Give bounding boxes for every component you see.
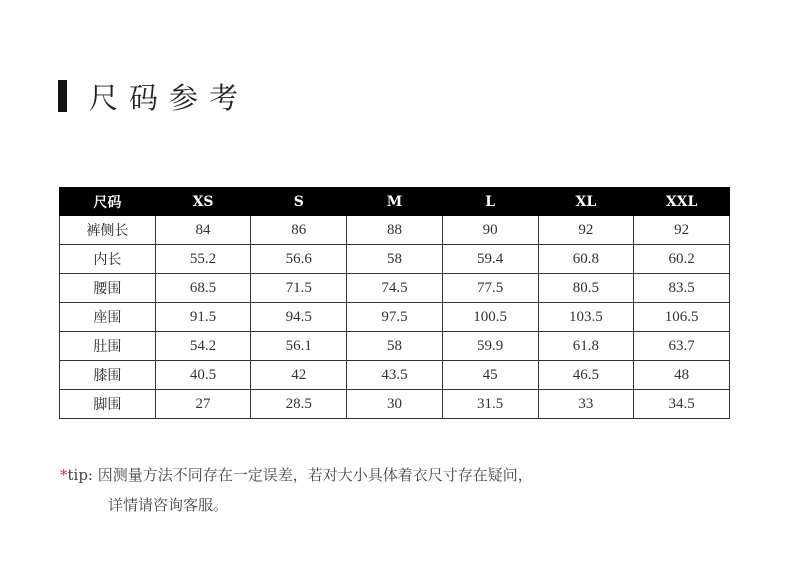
title-accent-bar bbox=[58, 80, 67, 112]
header-cell-xxl: XXL bbox=[634, 188, 730, 216]
table-row bbox=[60, 303, 730, 332]
table-cell: 92 bbox=[634, 216, 730, 245]
table-cell: 92 bbox=[538, 216, 634, 245]
row-label: 脚围 bbox=[60, 390, 156, 419]
table-cell: 103.5 bbox=[538, 303, 634, 332]
table-row bbox=[60, 274, 730, 303]
table-cell: 28.5 bbox=[251, 390, 347, 419]
table-cell: 94.5 bbox=[251, 303, 347, 332]
table-cell: 59.4 bbox=[442, 245, 538, 274]
table-cell: 86 bbox=[251, 216, 347, 245]
table-cell: 90 bbox=[442, 216, 538, 245]
table-cell: 58 bbox=[347, 332, 443, 361]
table-cell: 33 bbox=[538, 390, 634, 419]
table-cell: 59.9 bbox=[442, 332, 538, 361]
row-label: 座围 bbox=[60, 303, 156, 332]
table-cell: 27 bbox=[155, 390, 251, 419]
table-cell: 91.5 bbox=[155, 303, 251, 332]
page-title: 尺码参考 bbox=[89, 80, 250, 115]
table-row bbox=[60, 390, 730, 419]
table-cell: 80.5 bbox=[538, 274, 634, 303]
table-cell: 43.5 bbox=[347, 361, 443, 390]
row-label: 内长 bbox=[60, 245, 156, 274]
table-cell: 60.2 bbox=[634, 245, 730, 274]
table-cell: 84 bbox=[155, 216, 251, 245]
table-cell: 106.5 bbox=[634, 303, 730, 332]
size-chart-table bbox=[59, 187, 730, 419]
header-cell-xl: XL bbox=[538, 188, 634, 216]
table-cell: 83.5 bbox=[634, 274, 730, 303]
row-label: 裤侧长 bbox=[60, 216, 156, 245]
row-label: 膝围 bbox=[60, 361, 156, 390]
header-cell-l: L bbox=[442, 188, 538, 216]
table-cell: 56.1 bbox=[251, 332, 347, 361]
table-cell: 58 bbox=[347, 245, 443, 274]
table-cell: 68.5 bbox=[155, 274, 251, 303]
table-cell: 34.5 bbox=[634, 390, 730, 419]
table-row bbox=[60, 216, 730, 245]
header-cell-m: M bbox=[347, 188, 443, 216]
header-cell-size: 尺码 bbox=[60, 188, 156, 216]
header-cell-xs: XS bbox=[155, 188, 251, 216]
note-text-1: tip: 因测量方法不同存在一定误差，若对大小具体着衣尺寸存在疑问， bbox=[67, 466, 533, 484]
table-cell: 56.6 bbox=[251, 245, 347, 274]
note-line-2: 详情请咨询客服。 bbox=[108, 496, 229, 514]
table-cell: 46.5 bbox=[538, 361, 634, 390]
table-cell: 45 bbox=[442, 361, 538, 390]
table-cell: 63.7 bbox=[634, 332, 730, 361]
table-row bbox=[60, 332, 730, 361]
table-cell: 42 bbox=[251, 361, 347, 390]
table-row bbox=[60, 245, 730, 274]
measurement-note bbox=[60, 460, 533, 520]
table-header-row bbox=[60, 188, 730, 216]
table-cell: 55.2 bbox=[155, 245, 251, 274]
table-cell: 74.5 bbox=[347, 274, 443, 303]
note-line-1 bbox=[60, 460, 533, 490]
table-cell: 48 bbox=[634, 361, 730, 390]
table-cell: 60.8 bbox=[538, 245, 634, 274]
table-cell: 54.2 bbox=[155, 332, 251, 361]
page-title-block bbox=[58, 78, 249, 114]
header-cell-s: S bbox=[251, 188, 347, 216]
table-row bbox=[60, 361, 730, 390]
table-cell: 31.5 bbox=[442, 390, 538, 419]
table-cell: 30 bbox=[347, 390, 443, 419]
row-label: 肚围 bbox=[60, 332, 156, 361]
table-cell: 100.5 bbox=[442, 303, 538, 332]
table-cell: 71.5 bbox=[251, 274, 347, 303]
row-label: 腰围 bbox=[60, 274, 156, 303]
table-cell: 88 bbox=[347, 216, 443, 245]
table-cell: 61.8 bbox=[538, 332, 634, 361]
note-star: * bbox=[60, 466, 68, 484]
table-cell: 40.5 bbox=[155, 361, 251, 390]
table-cell: 77.5 bbox=[442, 274, 538, 303]
table-cell: 97.5 bbox=[347, 303, 443, 332]
